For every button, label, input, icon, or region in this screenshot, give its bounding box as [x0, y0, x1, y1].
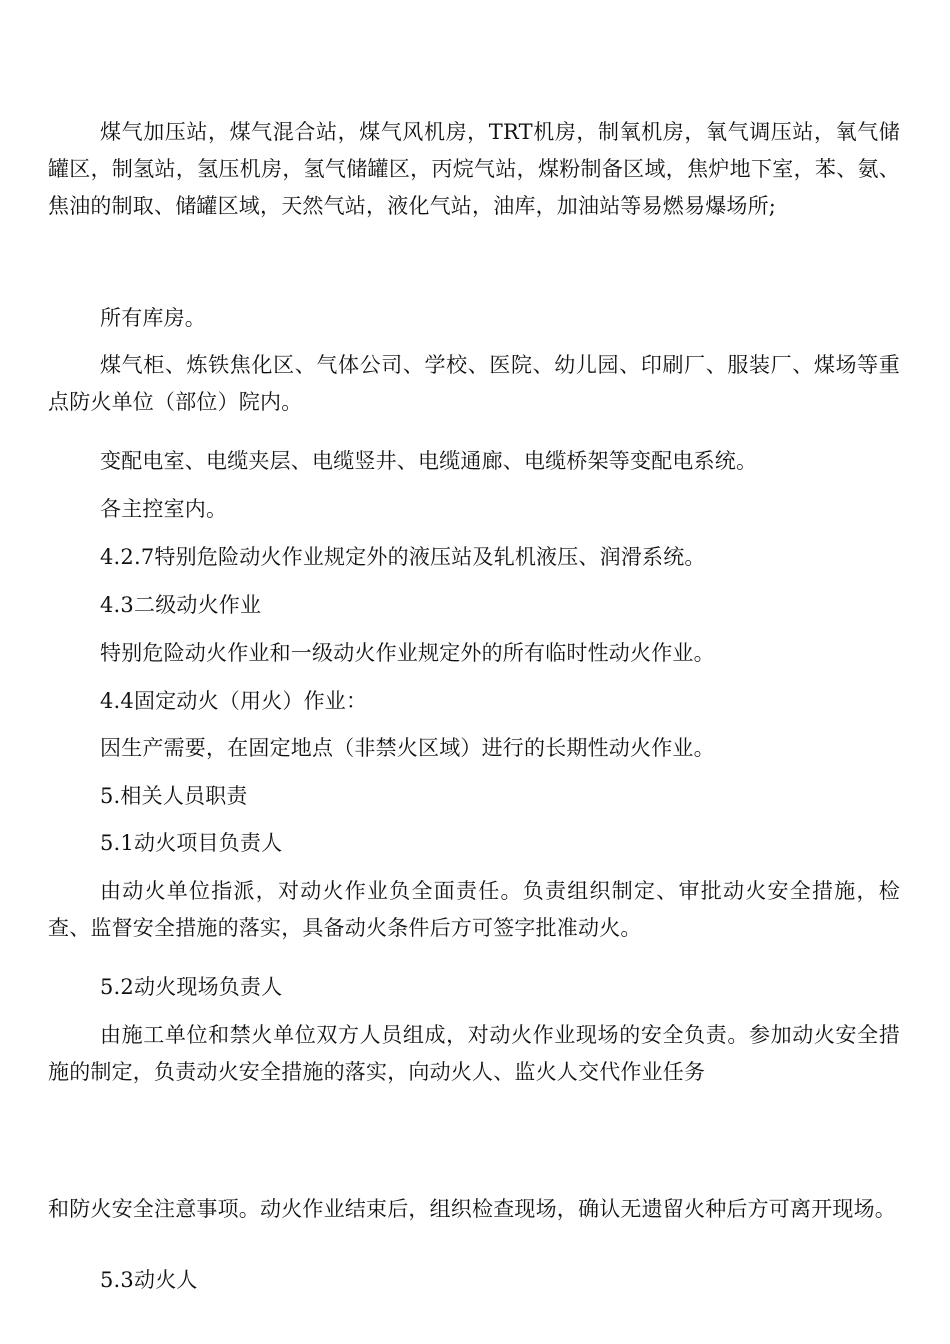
paragraph-4-2-7: 4.2.7特别危险动火作业规定外的液压站及轧机液压、润滑系统。	[100, 545, 706, 569]
paragraph-power-systems: 变配电室、电缆夹层、电缆竖井、电缆通廊、电缆桥架等变配电系统。	[100, 449, 758, 473]
paragraph-warehouses: 所有库房。	[100, 306, 206, 330]
paragraph-5-1-body: 由动火单位指派，对动火作业负全面责任。负责组织制定、审批动火安全措施，检查、监督安全措施的落实，具备动火条件后方可签字批准动火。	[48, 879, 900, 940]
paragraph-4-3-body: 特别危险动火作业和一级动火作业规定外的所有临时性动火作业。	[100, 641, 715, 665]
paragraph-4-4-body: 因生产需要，在固定地点（非禁火区域）进行的长期性动火作业。	[100, 736, 715, 760]
paragraph-control-rooms: 各主控室内。	[100, 497, 228, 521]
heading-5-1: 5.1动火项目负责人	[100, 831, 283, 855]
paragraph-5-2-body: 由施工单位和禁火单位双方人员组成，对动火作业现场的安全负责。参加动火安全措施的制定，负责动火安全措施的落实，向动火人、监火人交代作业任务	[48, 1023, 900, 1084]
paragraph-key-fire-units: 煤气柜、炼铁焦化区、气体公司、学校、医院、幼儿园、印刷厂、服装厂、煤场等重点防火单位（部位）院内。	[48, 353, 900, 414]
paragraph-hazard-sites: 煤气加压站，煤气混合站，煤气风机房，TRT机房，制氧机房，氧气调压站，氧气储罐区，制氢站，氢压机房，氢气储罐区，丙烷气站，煤粉制备区域，焦炉地下室，苯、氨、焦油的制取、储罐区域，天然气站，液化气站，油库，加油站等易燃易爆场所;	[48, 120, 900, 218]
heading-5-2: 5.2动火现场负责人	[100, 975, 283, 999]
heading-5: 5.相关人员职责	[100, 784, 248, 808]
paragraph-5-2-continued: 和防火安全注意事项。动火作业结束后，组织检查现场，确认无遗留火种后方可离开现场。	[48, 1197, 896, 1221]
heading-4-3: 4.3二级动火作业	[100, 593, 262, 617]
heading-5-3: 5.3动火人	[100, 1268, 198, 1292]
heading-4-4: 4.4固定动火（用火）作业：	[100, 689, 368, 713]
